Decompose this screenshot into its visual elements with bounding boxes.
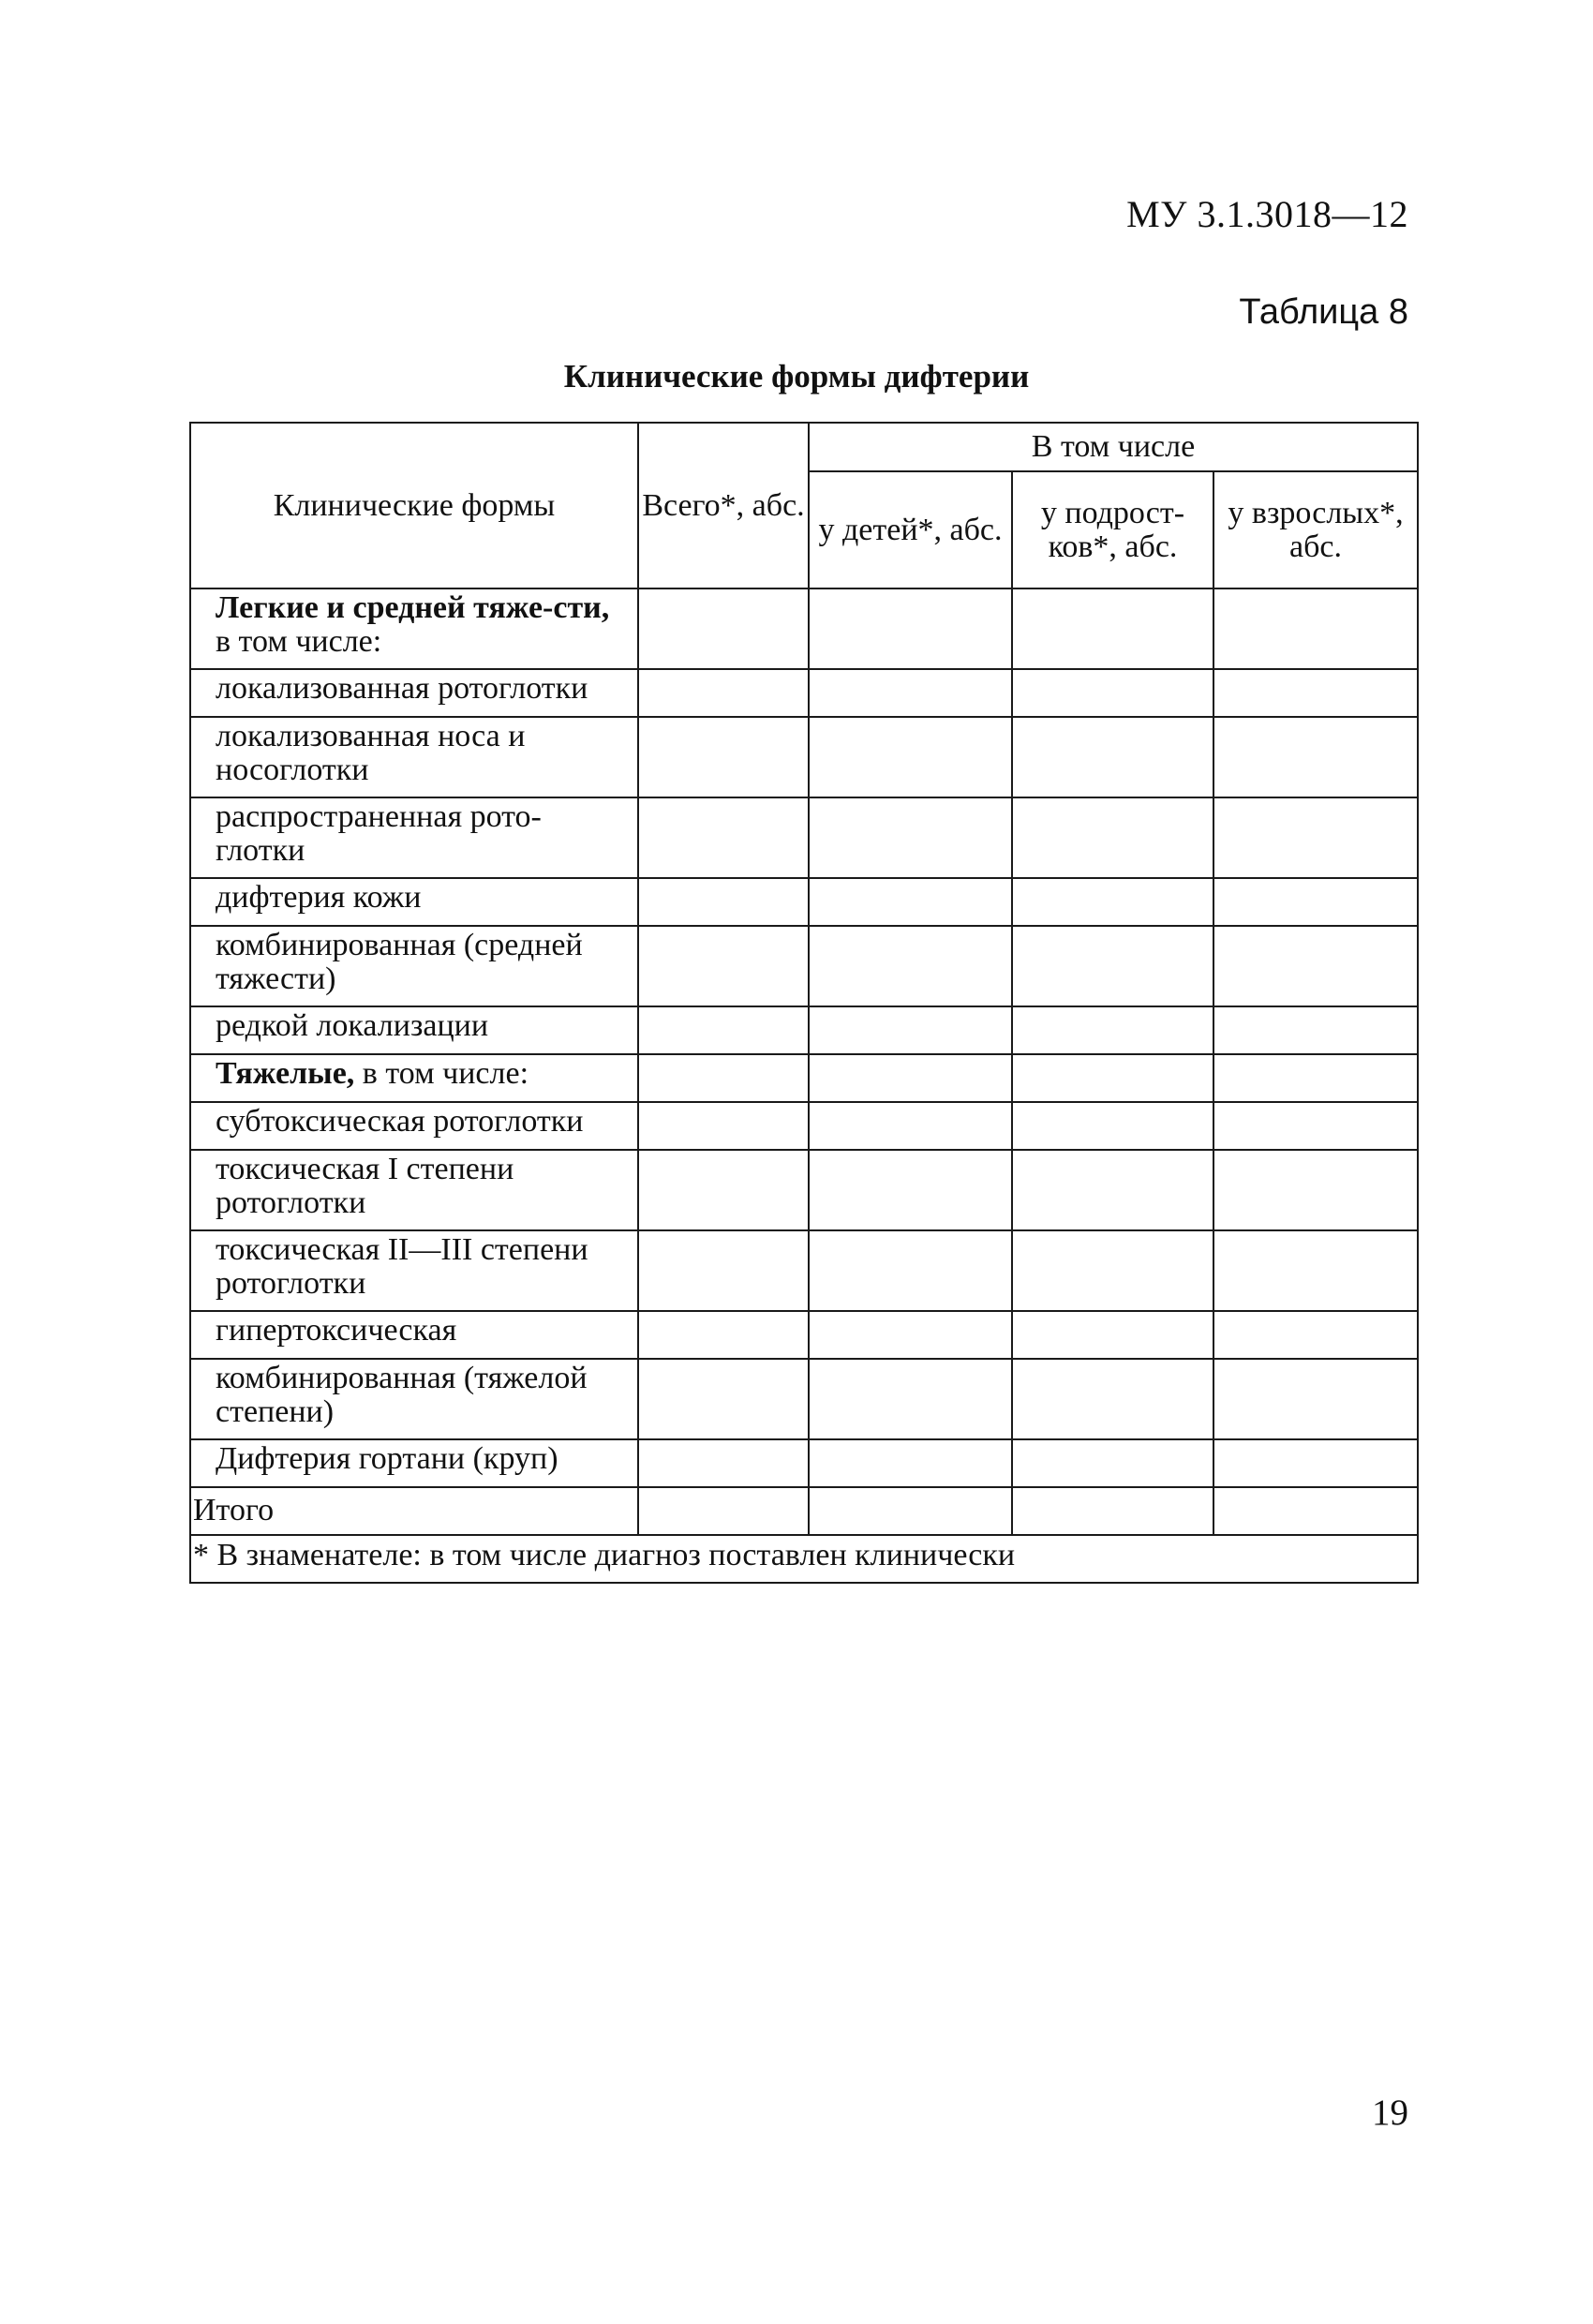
page-number: 19 <box>1372 2093 1408 2133</box>
value-cell-children <box>809 797 1012 878</box>
table-row <box>190 588 1418 669</box>
row-label: локализованная носа и носоглотки <box>190 717 638 797</box>
value-cell-total <box>638 1054 809 1102</box>
row-label-bold: Легкие и средней тяже-сти, <box>216 590 610 625</box>
value-cell-adults <box>1213 1054 1418 1102</box>
value-cell-adults <box>1213 669 1418 717</box>
table-row <box>190 1054 1418 1102</box>
row-label <box>190 1054 638 1102</box>
value-cell-total <box>638 926 809 1006</box>
header-row-top <box>190 423 1418 471</box>
col-header-group: В том числе <box>809 423 1418 471</box>
value-cell-teens <box>1012 717 1213 797</box>
value-cell-adults <box>1213 878 1418 926</box>
value-cell-children <box>809 669 1012 717</box>
table-title: Клинические формы дифтерии <box>563 358 1030 395</box>
table-row <box>190 1311 1418 1359</box>
row-label: редкой локализации <box>190 1006 638 1054</box>
value-cell-children <box>809 1150 1012 1230</box>
table-row <box>190 1359 1418 1439</box>
value-cell-teens <box>1012 1359 1213 1439</box>
row-label: гипертоксическая <box>190 1311 638 1359</box>
table-number: Таблица 8 <box>1239 292 1408 332</box>
value-cell-children <box>809 717 1012 797</box>
value-cell-adults <box>1213 1311 1418 1359</box>
clinical-forms-table <box>189 422 1419 1584</box>
row-label: токсическая I степени ротоглотки <box>190 1150 638 1230</box>
value-cell-total <box>638 1487 809 1535</box>
value-cell-children <box>809 1230 1012 1311</box>
total-row <box>190 1487 1418 1535</box>
value-cell-adults <box>1213 588 1418 669</box>
document-code: МУ 3.1.3018—12 <box>1126 193 1408 235</box>
value-cell-teens <box>1012 1102 1213 1150</box>
value-cell-adults <box>1213 1102 1418 1150</box>
value-cell-total <box>638 1102 809 1150</box>
value-cell-teens <box>1012 588 1213 669</box>
table-row <box>190 1006 1418 1054</box>
value-cell-teens <box>1012 1006 1213 1054</box>
col-header-forms: Клинические формы <box>190 423 638 588</box>
value-cell-adults <box>1213 717 1418 797</box>
value-cell-adults <box>1213 1487 1418 1535</box>
total-row-label: Итого <box>190 1487 638 1535</box>
value-cell-total <box>638 1359 809 1439</box>
value-cell-adults <box>1213 926 1418 1006</box>
value-cell-children <box>809 1487 1012 1535</box>
value-cell-children <box>809 588 1012 669</box>
value-cell-children <box>809 926 1012 1006</box>
row-label: комбинированная (средней тяжести) <box>190 926 638 1006</box>
value-cell-total <box>638 588 809 669</box>
row-label-text: в том числе: <box>216 624 382 659</box>
row-label: локализованная ротоглотки <box>190 669 638 717</box>
value-cell-teens <box>1012 1230 1213 1311</box>
value-cell-total <box>638 669 809 717</box>
row-label <box>190 588 638 669</box>
col-header-teens: у подрост-ков*, абс. <box>1012 471 1213 588</box>
row-label-bold: Тяжелые, <box>216 1056 355 1091</box>
table-row <box>190 717 1418 797</box>
value-cell-total <box>638 1230 809 1311</box>
row-label: комбинированная (тяжелой степени) <box>190 1359 638 1439</box>
row-label: субтоксическая ротоглотки <box>190 1102 638 1150</box>
table-row <box>190 1439 1418 1487</box>
col-header-children: у детей*, абс. <box>809 471 1012 588</box>
row-label: распространенная рото-глотки <box>190 797 638 878</box>
value-cell-teens <box>1012 926 1213 1006</box>
value-cell-teens <box>1012 1439 1213 1487</box>
value-cell-children <box>809 1439 1012 1487</box>
value-cell-teens <box>1012 1150 1213 1230</box>
footnote-row <box>190 1535 1418 1583</box>
table-row <box>190 797 1418 878</box>
value-cell-teens <box>1012 1311 1213 1359</box>
value-cell-adults <box>1213 1150 1418 1230</box>
value-cell-teens <box>1012 669 1213 717</box>
value-cell-teens <box>1012 1487 1213 1535</box>
value-cell-adults <box>1213 797 1418 878</box>
row-label-text: в том числе: <box>354 1056 529 1091</box>
row-label: токсическая II—III степени ротоглотки <box>190 1230 638 1311</box>
col-header-adults: у взрослых*, абс. <box>1213 471 1418 588</box>
value-cell-adults <box>1213 1439 1418 1487</box>
row-label: Дифтерия гортани (круп) <box>190 1439 638 1487</box>
value-cell-total <box>638 1311 809 1359</box>
value-cell-children <box>809 1006 1012 1054</box>
row-label: дифтерия кожи <box>190 878 638 926</box>
table-row <box>190 878 1418 926</box>
value-cell-children <box>809 1359 1012 1439</box>
value-cell-adults <box>1213 1006 1418 1054</box>
value-cell-total <box>638 1150 809 1230</box>
value-cell-total <box>638 878 809 926</box>
value-cell-total <box>638 797 809 878</box>
table-row <box>190 669 1418 717</box>
value-cell-children <box>809 1102 1012 1150</box>
value-cell-adults <box>1213 1359 1418 1439</box>
table-row <box>190 1102 1418 1150</box>
table-row <box>190 1150 1418 1230</box>
value-cell-teens <box>1012 797 1213 878</box>
value-cell-teens <box>1012 878 1213 926</box>
col-header-total: Всего*, абс. <box>638 423 809 588</box>
value-cell-adults <box>1213 1230 1418 1311</box>
table-row <box>190 1230 1418 1311</box>
table-row <box>190 926 1418 1006</box>
value-cell-children <box>809 878 1012 926</box>
value-cell-teens <box>1012 1054 1213 1102</box>
footnote: * В знаменателе: в том числе диагноз поставлен клинически <box>190 1535 1418 1583</box>
value-cell-total <box>638 1439 809 1487</box>
value-cell-children <box>809 1311 1012 1359</box>
value-cell-children <box>809 1054 1012 1102</box>
value-cell-total <box>638 1006 809 1054</box>
value-cell-total <box>638 717 809 797</box>
